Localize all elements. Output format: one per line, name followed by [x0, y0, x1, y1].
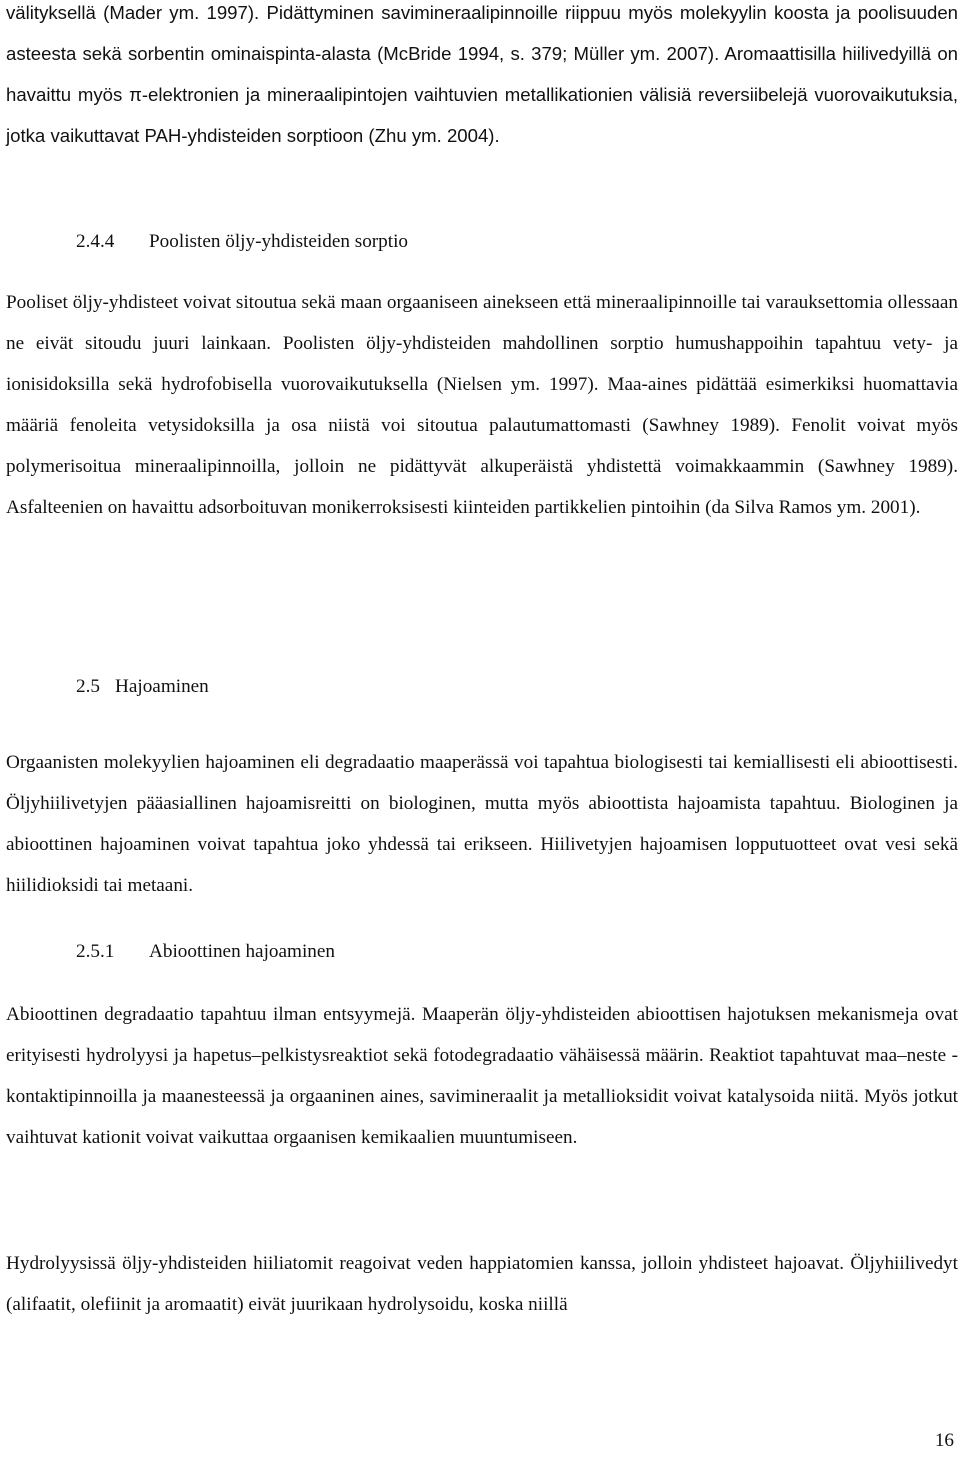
section-number: 2.5 — [76, 676, 100, 697]
paragraph-abiotic-degradation: Abioottinen degradaatio tapahtuu ilman entsyymejä. Maaperän öljy-yhdisteiden abioottisen hajotuksen mekanismeja ovat erityisesti hydrolyysi ja hapetus–pelkistysreaktiot sekä fotodegradaatio vähäisessä määrin. Reaktiot tapahtuvat maa–neste -kontaktipinnoilla ja maanesteessä ja orgaaninen aines, savimineraalit ja metallioksidit voivat katalysoida niitä. Myös jotkut vaihtuvat kationit voivat vaikuttaa orgaanisen kemikaalien muuntumiseen. — [6, 1004, 958, 1148]
section-title: Abioottinen hajoaminen — [149, 941, 335, 962]
section-title: Hajoaminen — [115, 676, 209, 697]
paragraph-degradation: Orgaanisten molekyylien hajoaminen eli degradaatio maaperässä voi tapahtua biologisesti tai kemiallisesti eli abioottisesti. Öljyhiilivetyjen pääasiallinen hajoamisreitti on biologinen, mutta myös abioottista hajoamista tapahtuu. Biologinen ja abioottinen hajoaminen voivat tapahtua joko yhdessä tai erikseen. Hiilivetyjen hajoamisen lopputuotteet ovat vesi sekä hiilidioksidi tai metaani. — [6, 752, 958, 896]
paragraph-hydrolysis: Hydrolyysissä öljy-yhdisteiden hiiliatomit reagoivat veden happiatomien kanssa, jolloin yhdisteet hajoavat. Öljyhiilivedyt (alifaatit, olefiinit ja aromaatit) eivät juurikaan hydrolysoidu, koska niillä — [6, 1253, 958, 1315]
section-heading-2-4-4 — [76, 227, 408, 257]
section-number: 2.5.1 — [76, 941, 115, 962]
section-number: 2.4.4 — [76, 231, 115, 252]
page-number: 16 — [934, 1430, 954, 1451]
section-heading-2-5-1 — [76, 937, 335, 967]
paragraph-polar-compounds: Pooliset öljy-yhdisteet voivat sitoutua sekä maan orgaaniseen ainekseen että mineraalipinnoille tai varauksettomia ollessaan ne eivät sitoudu juuri lainkaan. Poolisten öljy-yhdisteiden mahdollinen sorptio humushappoihin tapahtuu vety- ja ionisidoksilla sekä hydrofobisella vuorovaikutuksella (Nielsen ym. 1997). Maa-aines pidättää esimerkiksi huomattavia määriä fenoleita vetysidoksilla ja osa niistä voi sitoutua palautumattomasti (Sawhney 1989). Fenolit voivat myös polymerisoitua mineraalipinnoilla, jolloin ne pidättyvät alkuperäistä yhdistettä voimakkaammin (Sawhney 1989). Asfalteenien on havaittu adsorboituvan monikerroksisesti kiinteiden partikkelien pintoihin (da Silva Ramos ym. 2001). — [6, 292, 958, 518]
section-title: Poolisten öljy-yhdisteiden sorptio — [149, 231, 409, 252]
section-heading-2-5 — [76, 672, 209, 702]
paragraph-sorption-clay: välityksellä (Mader ym. 1997). Pidättyminen savimineraalipinnoille riippuu myös molekyylin koosta ja poolisuuden asteesta sekä sorbentin ominaispinta-alasta (McBride 1994, s. 379; Müller ym. 2007). Aromaattisilla hiilivedyillä on havaittu myös π-elektronien ja mineraalipintojen vaihtuvien metallikationien välisiä reversiibelejä vuorovaikutuksia, jotka vaikuttavat PAH-yhdisteiden sorptioon (Zhu ym. 2004). — [6, 2, 958, 146]
